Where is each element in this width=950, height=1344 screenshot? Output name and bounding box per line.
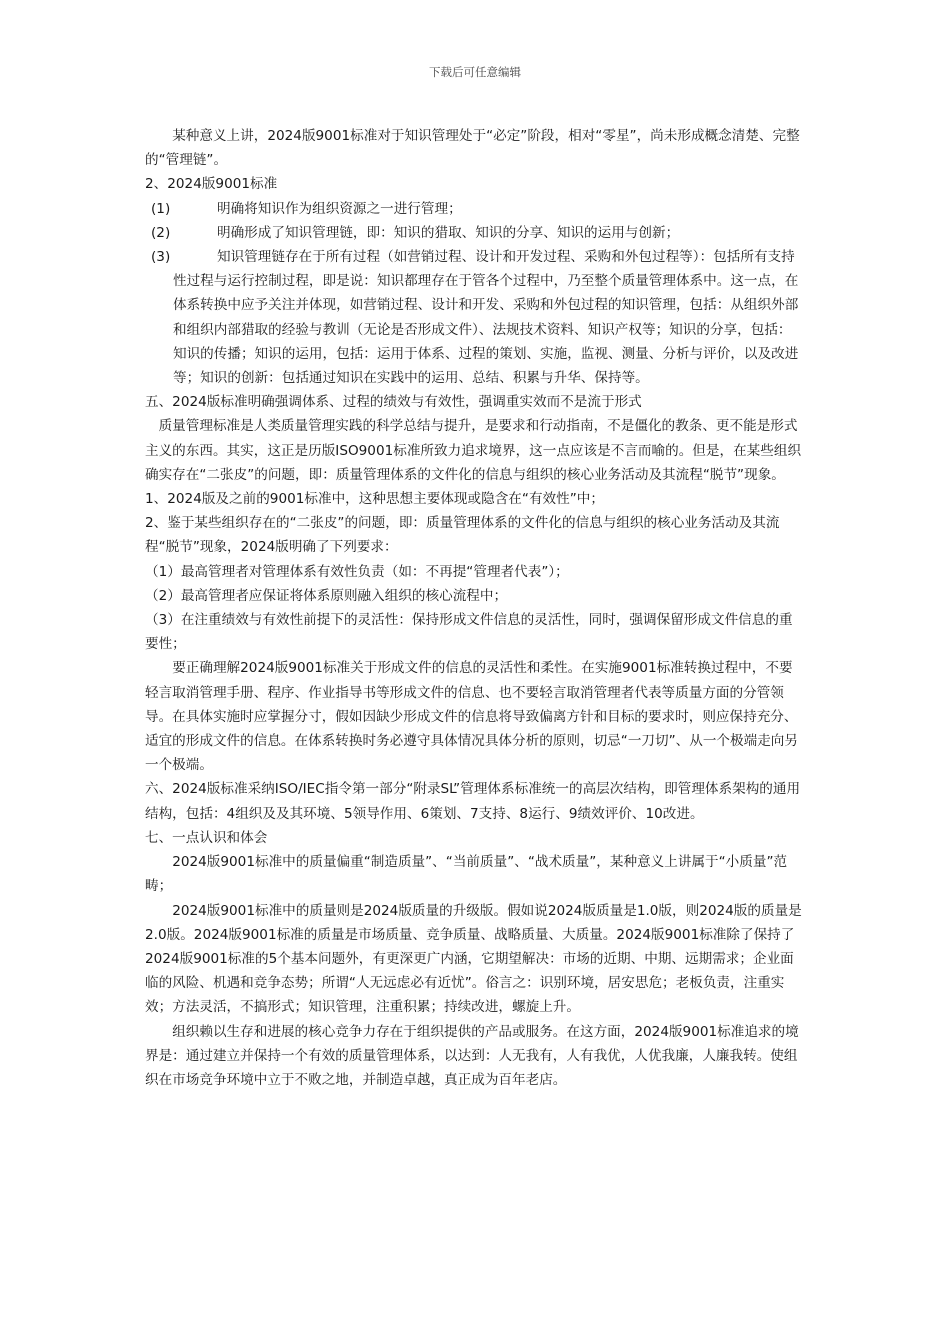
paragraph: 2、鉴于某些组织存在的“二张皮”的问题，即：质量管理体系的文件化的信息与组织的核心业务活动及其流程“脱节”现象，2024版明确了下列要求： — [145, 515, 780, 556]
paragraph: 质量管理标准是人类质量管理实践的科学总结与提升，是要求和行动指南，不是僵化的教条、更不能是形式主义的东西。其实，这正是历版ISO9001标准所致力追求境界，这一点应该是不言而喻的。但是，在某些组织确实存在“二张皮”的问题，即：质量管理体系的文件化的信息与组织的核心业务活动及其流程“脱节”现象。 — [145, 418, 802, 483]
paragraph: 1、2024版及之前的9001标准中，这种思想主要体现或隐含在“有效性”中； — [145, 491, 604, 508]
page-header: 下载后可任意编辑 — [429, 65, 521, 79]
paragraph: 2024版9001标准中的质量偏重“制造质量”、“当前质量”、“战术质量”，某种意义上讲属于“小质量”范畴； — [145, 854, 788, 895]
paragraph: 组织赖以生存和进展的核心竞争力存在于组织提供的产品或服务。在这方面，2024版9001标准追求的境界是：通过建立并保持一个有效的质量管理体系，以达到：人无我有，人有我优，人优我廉，人廉我转。使组织在市场竞争环境中立于不败之地，并制造卓越，真正成为百年老店。 — [145, 1023, 799, 1088]
paragraph: （2）最高管理者应保证将体系原则融入组织的核心流程中； — [145, 587, 508, 604]
paragraph: 七、一点认识和体会 — [145, 829, 268, 846]
list-item-number: (3) — [151, 249, 171, 266]
list-item-number: (1) — [151, 200, 171, 217]
list-item-text: 明确形成了知识管理链，即：知识的猎取、知识的分享、知识的运用与创新； — [217, 224, 680, 241]
paragraph: 要正确理解2024版9001标准关于形成文件的信息的灵活性和柔性。在实施9001标准转换过程中，不要轻言取消管理手册、程序、作业指导书等形成文件的信息、也不要轻言取消管理者代表等质量方面的分管领导。在具体实施时应掌握分寸，假如因缺少形成文件的信息将导致偏离方针和目标的要求时，则应保持充分、适宜的形成文件的信息。在体系转换时务必遵守具体情况具体分析的原则，切忌“一刀切”、从一个极端走向另一个极端。 — [145, 660, 798, 774]
paragraph: （1）最高管理者对管理体系有效性负责（如：不再提“管理者代表”）； — [145, 563, 569, 580]
paragraph: 2、2024版9001标准 — [145, 176, 278, 193]
paragraph: 五、2024版标准明确强调体系、过程的绩效与有效性，强调重实效而不是流于形式 — [145, 394, 642, 411]
list-item-text: 知识管理链存在于所有过程（如营销过程、设计和开发过程、采购和外包过程等）：包括所有支持性过程与运行控制过程，即是说：知识都理存在于管各个过程中，乃至整个质量管理体系中。这一点，在体系转换中应予关注并体现，如营销过程、设计和开发、采购和外包过程的知识管理，包括：从组织外部和组织内部猎取的经验与教训（无论是否形成文件）、法规技术资料、知识产权等；知识的分享，包括：知识的传播；知识的运用，包括：运用于体系、过程的策划、实施，监视、测量、分析与评价，以及改进等；知识的创新：包括通过知识在实践中的运用、总结、积累与升华、保持等。 — [173, 249, 799, 387]
paragraph: 六、2024版标准采纳ISO/IEC指令第一部分“附录SL”管理体系标准统一的高层次结构，即管理体系架构的通用结构，包括：4组织及及其环境、5领导作用、6策划、7支持、8运行、9绩效评价、10改进。 — [145, 781, 801, 822]
list-item — [145, 197, 805, 221]
document-body — [145, 124, 805, 1092]
list-item — [145, 221, 805, 245]
paragraph: 某种意义上讲，2024版9001标准对于知识管理处于“必定”阶段，相对“零星”，尚未形成概念清楚、完整的“管理链”。 — [145, 128, 800, 169]
paragraph: 2024版9001标准中的质量则是2024版质量的升级版。假如说2024版质量是1.0版，则2024版的质量是2.0版。2024版9001标准的质量是市场质量、竞争质量、战略质量、大质量。2024版9001标准除了保持了2024版9001标准的5个基本问题外，有更深更广内涵，它期望解决：市场的近期、中期、远期需求；企业面临的风险、机遇和竞争态势；所谓“人无远虑必有近忧”。俗言之：识别环境，居安思危；老板负责，注重实效；方法灵活，不搞形式；知识管理，注重积累；持续改进，螺旋上升。 — [145, 902, 802, 1016]
list-item-text: 明确将知识作为组织资源之一进行管理； — [217, 200, 462, 217]
list-item — [145, 245, 805, 390]
list-item-number: (2) — [151, 224, 171, 241]
paragraph: （3）在注重绩效与有效性前提下的灵活性：保持形成文件信息的灵活性，同时，强调保留形成文件信息的重要性； — [145, 612, 793, 653]
